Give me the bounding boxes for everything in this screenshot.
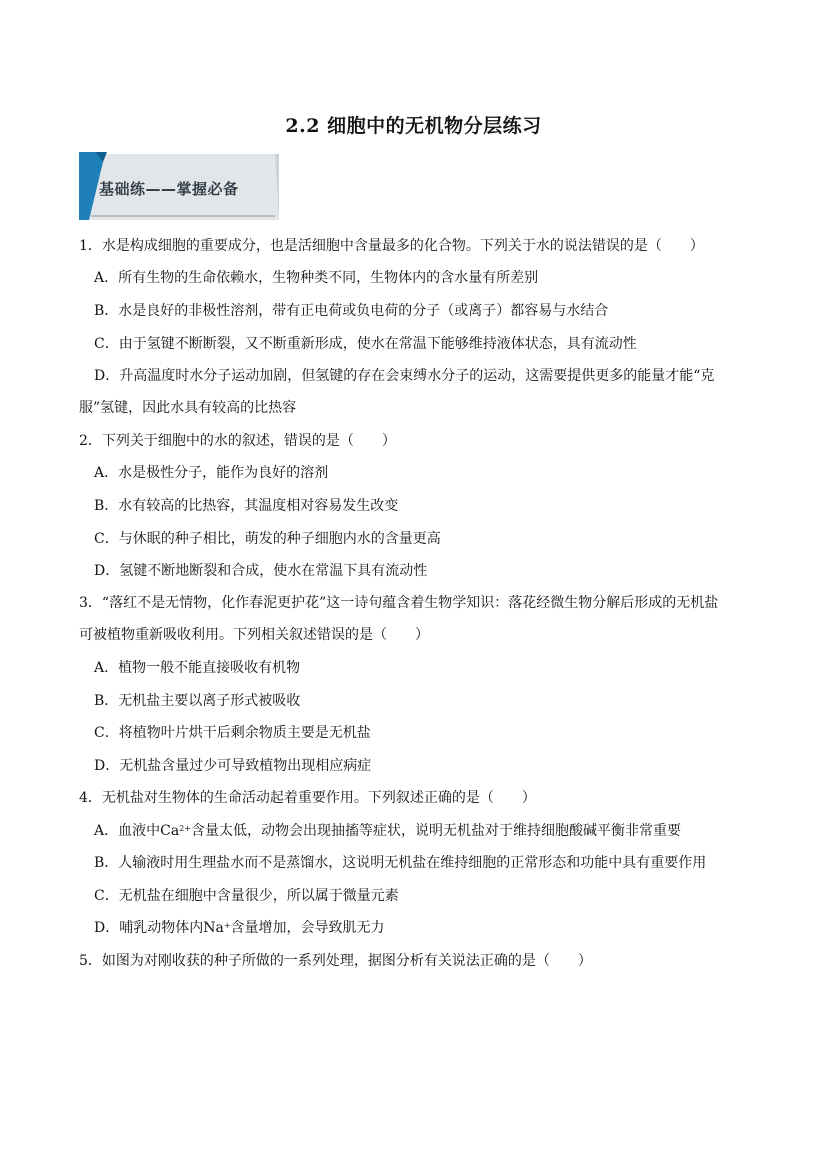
question-1-option-a: A．所有生物的生命依赖水，生物种类不同，生物体内的含水量有所差别 (94, 270, 539, 286)
question-4-option-a-pre: A．血液中Ca (94, 823, 180, 839)
question-3-stem-cont: 可被植物重新吸收利用。下列相关叙述错误的是（ ） (79, 627, 429, 643)
question-3-stem: 3．“落红不是无情物，化作春泥更护花”这一诗句蕴含着生物学知识：落花经微生物分解后形成的无机盐 (79, 595, 719, 611)
question-4-option-d (94, 918, 385, 938)
question-2-option-a: A．水是极性分子，能作为良好的溶剂 (94, 465, 329, 481)
section-banner (79, 152, 279, 222)
question-1-stem: 1．水是构成细胞的重要成分，也是活细胞中含量最多的化合物。下列关于水的说法错误的是（ ） (79, 238, 704, 254)
question-1-option-b: B．水是良好的非极性溶剂，带有正电荷或负电荷的分子（或离子）都容易与水结合 (94, 303, 609, 319)
question-1-option-d-cont: 服”氢键，因此水具有较高的比热容 (79, 400, 297, 416)
question-3-option-c: C．将植物叶片烘干后剩余物质主要是无机盐 (94, 725, 371, 741)
calcium-charge: 2+ (179, 824, 191, 833)
question-1-option-c: C．由于氢键不断断裂，又不断重新形成，使水在常温下能够维持液体状态，具有流动性 (94, 336, 637, 352)
question-2-stem: 2．下列关于细胞中的水的叙述，错误的是（ ） (79, 433, 396, 449)
question-1-option-d: D．升高温度时水分子运动加剧，但氢键的存在会束缚水分子的运动，这需要提供更多的能量才能“克 (94, 368, 715, 384)
question-3-option-b: B．无机盐主要以离子形式被吸收 (94, 693, 301, 709)
banner-label: 基础练——掌握必备 (99, 180, 239, 198)
question-4-option-b: B．人输液时用生理盐水而不是蒸馏水，这说明无机盐在维持细胞的正常形态和功能中具有重要作用 (94, 855, 707, 871)
sodium-charge: + (223, 921, 231, 930)
question-3-option-a: A．植物一般不能直接吸收有机物 (94, 660, 301, 676)
question-4-option-a (94, 821, 681, 841)
question-2-option-b: B．水有较高的比热容，其温度相对容易发生改变 (94, 498, 399, 514)
question-4-stem: 4．无机盐对生物体的生命活动起着重要作用。下列叙述正确的是（ ） (79, 790, 536, 806)
question-4-option-a-post: 含量太低，动物会出现抽搐等症状，说明无机盐对于维持细胞酸碱平衡非常重要 (190, 823, 681, 839)
question-3-option-d: D．无机盐含量过少可导致植物出现相应病症 (94, 758, 372, 774)
question-2-option-c: C．与休眠的种子相比，萌发的种子细胞内水的含量更高 (94, 531, 441, 547)
question-4-option-d-pre: D．哺乳动物体内Na (94, 920, 224, 936)
question-2-option-d: D．氢键不断地断裂和合成，使水在常温下具有流动性 (94, 563, 428, 579)
question-5-stem: 5．如图为对刚收获的种子所做的一系列处理，据图分析有关说法正确的是（ ） (79, 953, 592, 969)
question-4-option-c: C．无机盐在细胞中含量很少，所以属于微量元素 (94, 888, 399, 904)
question-4-option-d-post: 含量增加，会导致肌无力 (230, 920, 385, 936)
page-title: 2.2 细胞中的无机物分层练习 (285, 115, 542, 137)
